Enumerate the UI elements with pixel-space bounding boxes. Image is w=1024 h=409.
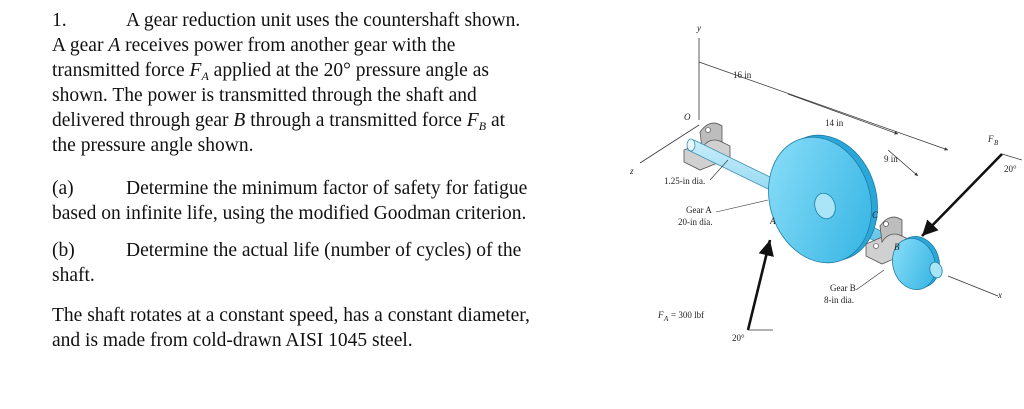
part-b-line-2 (52, 263, 642, 288)
gear-a-label-1: Gear A (686, 205, 712, 215)
gear-b-leader (856, 270, 884, 290)
intro-text: applied at the 20° pressure angle as (213, 60, 489, 81)
problem-line-1 (52, 8, 642, 33)
dim-line-14 (788, 94, 898, 134)
gear-b-label-1: Gear B (830, 283, 856, 293)
closing-text: The shaft rotates at a constant speed, has a constant diameter, (52, 305, 530, 326)
force-b-sub-fig: B (994, 139, 999, 147)
closing-line-2 (52, 328, 642, 353)
closing-line-1 (52, 303, 642, 328)
part-a-line-1 (52, 176, 642, 201)
gear-a-leader (716, 200, 768, 212)
intro-text: through a transmitted force (250, 110, 462, 131)
angle-a-label: 20° (732, 333, 745, 343)
force-b-symbol: F (466, 110, 479, 131)
problem-line-5 (52, 108, 642, 133)
problem-line-3 (52, 58, 642, 83)
y-axis-label: y (697, 23, 701, 33)
part-b-label: (b) (52, 240, 75, 261)
intro-text: at (490, 110, 506, 131)
problem-line-4 (52, 83, 642, 108)
point-c-label: C (872, 210, 879, 220)
countershaft-diagram (618, 0, 1024, 409)
force-a-symbol-fig: F (658, 310, 664, 320)
angle-b-label: 20° (1004, 164, 1017, 174)
part-a-line-2 (52, 201, 642, 226)
force-a-sub-fig: A (664, 315, 669, 323)
dim-16-label: 16 in (733, 70, 752, 80)
part-b-text: Determine the actual life (number of cycles) of the (126, 240, 522, 261)
force-b-subscript: B (478, 119, 487, 133)
part-a-label: (a) (52, 178, 74, 199)
part-b-text-cont: shaft. (52, 265, 95, 286)
z-axis-label: z (630, 166, 634, 176)
gear-a-symbol: A (108, 35, 121, 56)
x-axis-label: x (998, 290, 1002, 300)
part-b-line-1 (52, 238, 642, 263)
part-a-text-cont: based on infinite life, using the modified Goodman criterion. (52, 203, 527, 224)
closing-text: and is made from cold-drawn AISI 1045 steel. (52, 330, 413, 351)
gear-b-label-2: 8-in dia. (824, 295, 854, 305)
part-a-text: Determine the minimum factor of safety for fatigue (126, 178, 528, 199)
shaft-dia-label: 1.25-in dia. (664, 176, 706, 186)
force-b-arrow (922, 154, 1002, 236)
intro-text: transmitted force (52, 60, 185, 81)
force-a-symbol: F (189, 60, 202, 81)
intro-text: delivered through gear (52, 110, 229, 131)
intro-text: the pressure angle shown. (52, 135, 254, 156)
gear-b-symbol: B (233, 110, 246, 131)
x-axis (948, 276, 998, 296)
force-a-value: = 300 lbf (671, 310, 705, 320)
intro-line-1: A gear reduction unit uses the countershaft shown. (126, 10, 521, 31)
problem-statement (52, 8, 642, 353)
intro-text: receives power from another gear with the (125, 35, 456, 56)
countershaft-figure (618, 0, 1024, 409)
force-b-ref-line (1002, 154, 1022, 160)
dim-14-label: 14 in (825, 118, 844, 128)
gear-b-letter: B (894, 242, 900, 252)
gear-a-label-2: 20-in dia. (678, 217, 713, 227)
force-b-symbol-fig: F (988, 134, 994, 144)
force-a-arrow (748, 240, 770, 330)
dim-9-label: 9 in (884, 154, 898, 164)
intro-text: shown. The power is transmitted through the shaft and (52, 85, 477, 106)
intro-text: A gear (52, 35, 104, 56)
origin-label: O (684, 112, 691, 122)
problem-number: 1. (52, 10, 67, 31)
shaft-end-left (687, 139, 695, 151)
problem-line-6 (52, 133, 642, 158)
problem-line-2 (52, 33, 642, 58)
force-a-subscript: A (201, 69, 209, 83)
gear-a-letter: A (770, 216, 776, 226)
